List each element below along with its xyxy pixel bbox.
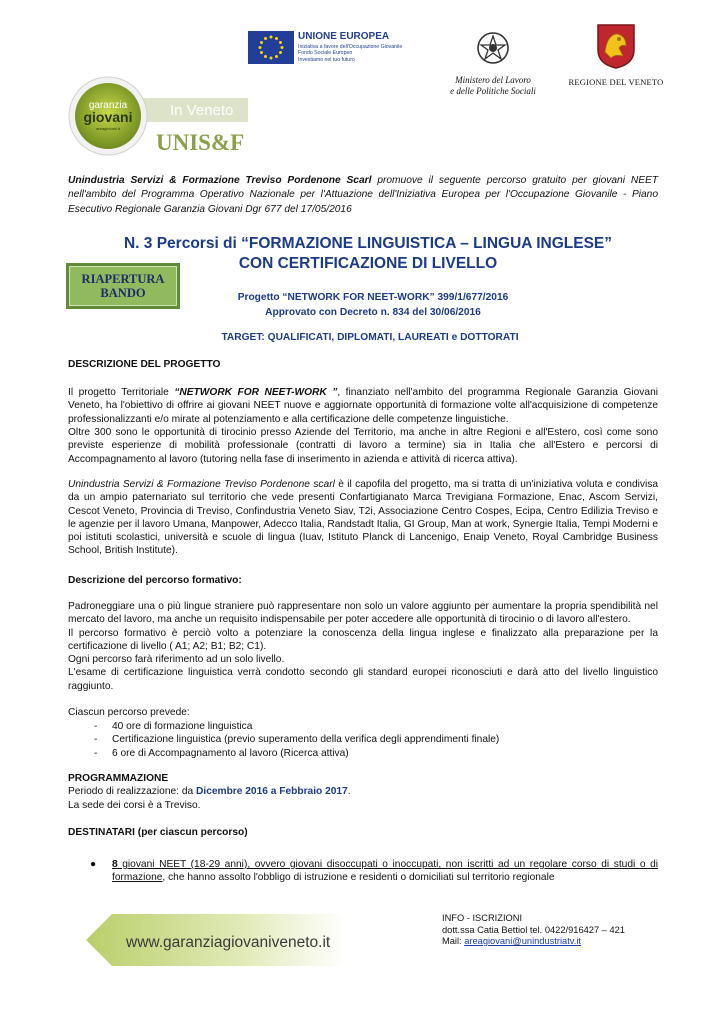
destinatari-rest: , che hanno assolto l'obbligo di istruzione e residenti o domiciliati sul territorio regionale: [162, 872, 555, 884]
sede-line: La sede dei corsi è a Treviso.: [68, 799, 201, 811]
info-mail-line: [442, 936, 662, 948]
target-line: TARGET: QUALIFICATI, DIPLOMATI, LAUREATI e DOTTORATI: [221, 332, 519, 343]
italian-emblem-icon: [476, 30, 510, 66]
p3-post: è il capofila del progetto, ma si tratta di un'iniziativa voluta e condivisa da un ampio paternariato sul territorio che vede presenti Confartigianato Marca Trevigiana Formazione, Enac, Ascom Servizi, Cescot Veneto, Provincia di Treviso, Confindustria Veneto Siav, T2i, Associazione Centro Cospes, Ecipa, Centro Edilizia Treviso e le agenzie per il lavoro Umana, Manpower, Adecco Italia, Randstadt Italia, GI Group, Man at work, Synergie Italia, Tempi Moderni e poi istituti scolastici, università e scuole di lingua (Iuav, Istituto Planck di Lancenigo, Enaip Veneto, Royal Cambridge Business School, British Institute).: [68, 479, 658, 557]
period-line: [68, 785, 658, 798]
lion-shield-icon: [595, 22, 637, 70]
programmazione-section: [68, 772, 658, 812]
project-info: [208, 290, 538, 320]
p1-project-name: “NETWORK FOR NEET-WORK ”: [174, 387, 338, 398]
mail-label: Mail:: [442, 936, 465, 946]
website-banner[interactable]: [86, 914, 346, 966]
percorso-list: [90, 720, 650, 760]
logo-garanzia-text: garanzia: [88, 100, 128, 111]
region-name: REGIONE DEL VENETO: [568, 77, 664, 87]
p1-pre: Il progetto Territoriale: [68, 387, 175, 398]
descrizione-p1: [68, 386, 658, 426]
logo-in-veneto-text: In Veneto: [170, 102, 234, 119]
riapertura-badge: [66, 263, 180, 309]
destinatari-num: 8: [112, 859, 118, 870]
info-box: [442, 913, 662, 948]
logo-giovani-text: giovani: [83, 109, 133, 125]
period-end: .: [347, 786, 351, 798]
bullet-icon: ●: [90, 859, 97, 870]
destinatari-u1: giovani NEET (18-29 anni), ovvero giovani disoccupati o inoccupati, non iscritti ad un regolare corso di studi o di: [117, 859, 658, 870]
list-item: - 40 ore di formazione linguistica: [90, 720, 650, 733]
percorso-p2: Il percorso formativo è perciò volto a potenziare la conoscenza della lingua inglese e finalizzato alla preparazione per la certificazione di livello ( A1; A2; B1; B2; C1).: [68, 627, 658, 652]
descrizione-p2: Oltre 300 sono le opportunità di tirocinio presso Aziende del Territorio, ma anche in altre Regioni e all'Estero, così come sono previste esperienze di mobilità professionale (contratti di lavoro a termine) sia in Italia che all'Estero e percorsi di Accompagnamento al lavoro (tutoring nella fase di inserimento in azienda e attività di ricerca attiva).: [68, 427, 658, 465]
eu-line-1: Iniziativa a favore dell'Occupazione Giovanile: [298, 44, 403, 50]
intro-org: Unindustria Servizi & Formazione Treviso Pordenone Scarl: [68, 175, 372, 186]
badge-line-2: BANDO: [100, 286, 146, 300]
percorso-heading: Descrizione del percorso formativo:: [68, 575, 242, 586]
garanzia-giovani-logo: [68, 76, 248, 156]
mail-link[interactable]: areagiovani@unindustriatv.it: [464, 936, 581, 946]
percorso-p1: Padroneggiare una o più lingue straniere può rappresentare non solo un valore aggiunto per aumentare la propria spendibilità nel mercato del lavoro, ma anche un requisito indispensabile per poter accedere alle opportunità di tirocinio o di lavoro all'estero.: [68, 601, 658, 626]
badge-line-1: RIAPERTURA: [81, 272, 165, 286]
project-line-2: Approvato con Decreto n. 834 del 30/06/2016: [265, 307, 481, 318]
list-item: - Certificazione linguistica (previo superamento della verifica degli apprendimenti finale): [90, 733, 650, 746]
ministry-line-1: Ministero del Lavoro: [455, 75, 531, 85]
destinatari-u2: formazione: [112, 872, 163, 884]
p3-org: Unindustria Servizi & Formazione Treviso Pordenone scarl: [68, 479, 335, 490]
list-item: - 6 ore di Accompagnamento al lavoro (Ricerca attiva): [90, 747, 650, 760]
percorso-p3: Ogni percorso farà riferimento ad un solo livello.: [68, 654, 285, 666]
eu-flag-icon: [248, 31, 294, 64]
eu-line-3: Investiamo nel tuo futuro: [298, 56, 355, 63]
descrizione-heading: DESCRIZIONE DEL PROGETTO: [68, 359, 221, 370]
descrizione-p3: [68, 478, 658, 558]
eu-text: [298, 31, 420, 63]
title-line-2: CON CERTIFICAZIONE DI LIVELLO: [238, 255, 498, 272]
ministry-line-2: e delle Politiche Sociali: [450, 86, 536, 96]
title-line-1: N. 3 Percorsi di “FORMAZIONE LINGUISTICA – LINGUA INGLESE”: [123, 235, 612, 252]
unisf-logo-text: UNIS&F: [156, 130, 245, 155]
percorso-text: [68, 600, 658, 693]
intro-paragraph: [68, 174, 658, 217]
period-value: Dicembre 2016 a Febbraio 2017: [196, 786, 348, 798]
region-logo: [566, 22, 666, 87]
info-contact: dott.ssa Catia Bettiol tel. 0422/916427 – 421: [442, 924, 625, 935]
programmazione-heading: PROGRAMMAZIONE: [68, 773, 169, 784]
ministry-logo: [438, 30, 548, 97]
project-line-1: Progetto “NETWORK FOR NEET-WORK” 399/1/677/2016: [237, 292, 509, 303]
percorso-list-intro: Ciascun percorso prevede:: [68, 707, 190, 718]
logo-site-small: areagiovani.it: [96, 126, 120, 131]
eu-title: UNIONE EUROPEA: [298, 31, 390, 42]
p1-post: , finanziato nell'ambito del programma Regionale Garanzia Giovani Veneto, ha l'obiettivo di offrire ai giovani NEET nuove e aggiornate opportunità di formazione volte all'acquisizione di competenze professionalizzanti e/o mirate al potenziamento e alla certificazione delle competenze linguistiche.: [68, 387, 658, 425]
destinatari-heading: DESTINATARI (per ciascun percorso): [68, 827, 248, 838]
period-label: Periodo di realizzazione: da: [68, 786, 196, 798]
eu-line-2: Fondo Sociale Europeo: [298, 50, 353, 57]
intro-text: promuove il seguente percorso gratuito per giovani NEET nell'ambito del Programma Operativo Nazionale per l'Attuazione dell'Iniziativa Europea per l'Occupazione Giovanile - Piano Esecutivo Regionale Garanzia Giovani Dgr 677 del 17/05/2016: [68, 175, 659, 215]
destinatari-text: [112, 858, 658, 885]
info-title: INFO - ISCRIZIONI: [442, 913, 523, 923]
percorso-p4: L'esame di certificazione linguistica verrà condotto secondo gli standard europei riconosciuti e darà atto del livello linguistico raggiunto.: [68, 667, 658, 692]
website-link[interactable]: www.garanziagiovaniveneto.it: [126, 934, 331, 951]
eu-logo: [248, 31, 420, 67]
